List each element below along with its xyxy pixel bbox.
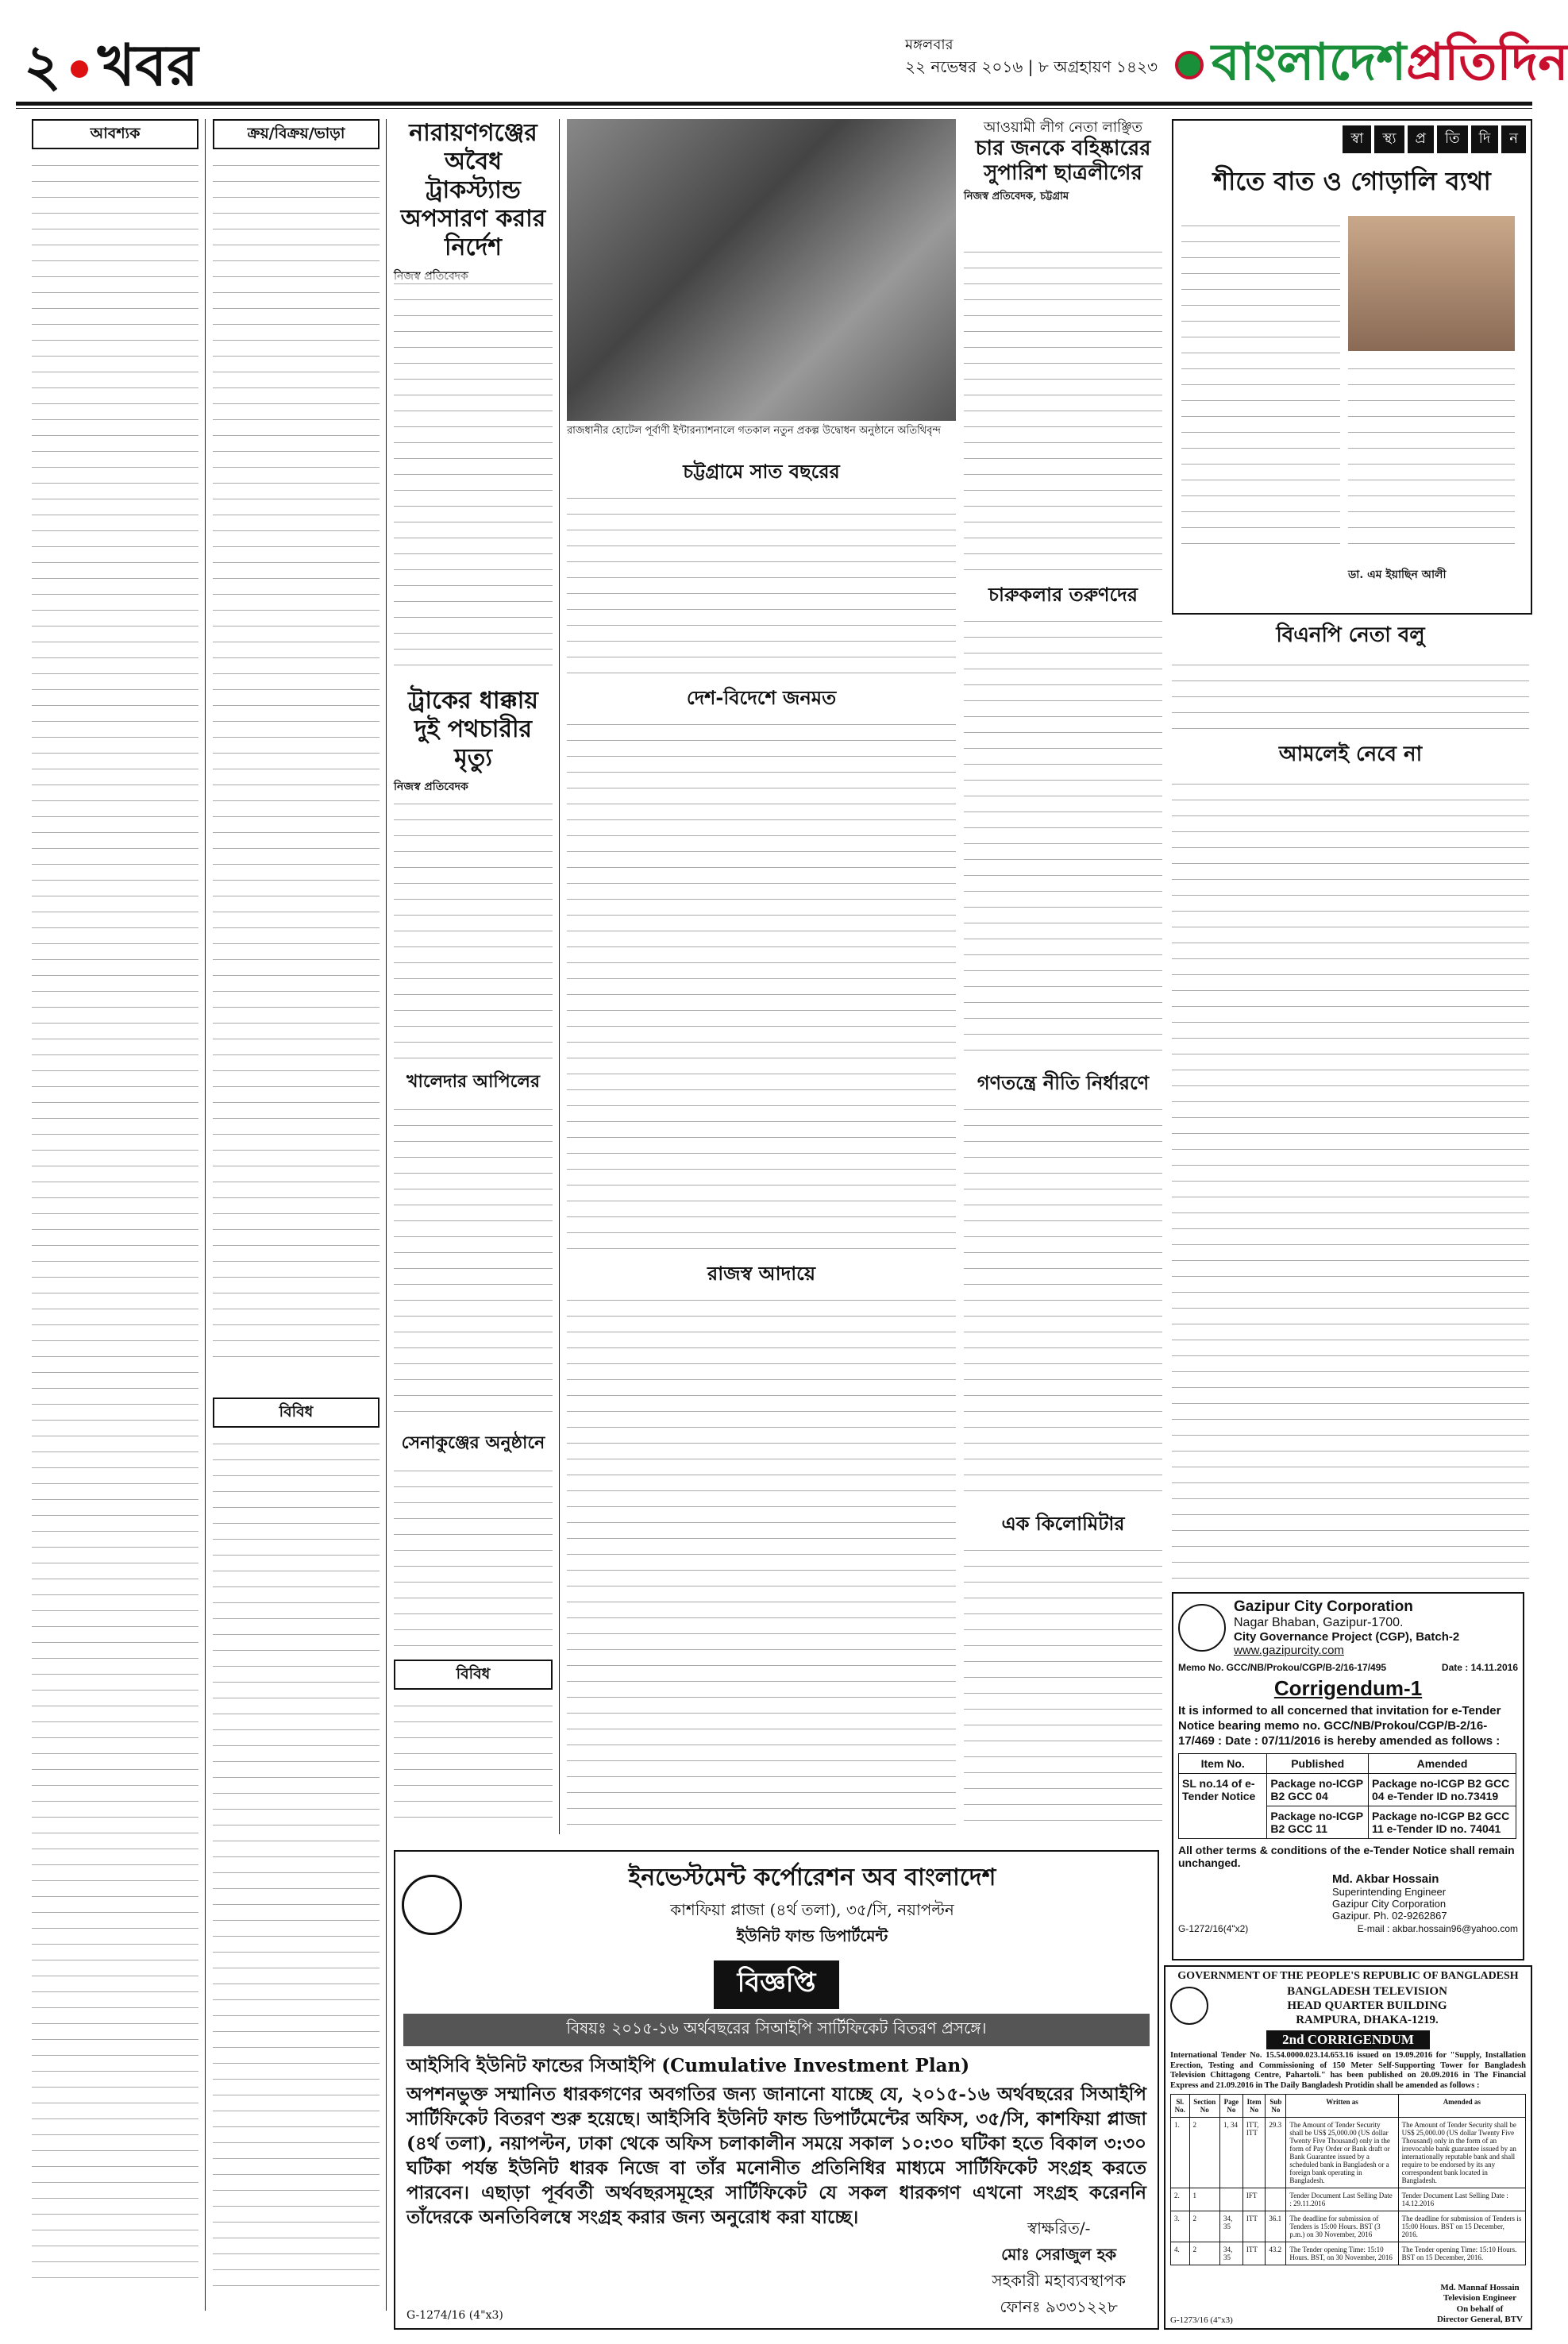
table-cell: 43.2	[1266, 2242, 1286, 2265]
logo-main: বাংলাদেশ	[1212, 33, 1407, 92]
icb-notice	[394, 1850, 1159, 2330]
header-rule-thin	[16, 108, 1532, 109]
table-header: Page No	[1219, 2095, 1242, 2118]
gazipur-address: Nagar Bhaban, Gazipur-1700.	[1234, 1616, 1404, 1629]
table-header: Sl. No.	[1171, 2095, 1190, 2118]
onekm-headline: এক কিলোমিটার	[1001, 1513, 1125, 1535]
icb-header	[395, 1852, 1158, 1957]
misc2-text-block	[394, 1696, 553, 1831]
classified-misc-column	[213, 1398, 379, 2311]
table-cell: Tender Document Last Selling Date : 14.12.2016	[1398, 2188, 1525, 2211]
table-header: Item No	[1242, 2095, 1265, 2118]
health-body-left	[1181, 216, 1340, 549]
amlei-body	[1172, 774, 1529, 1584]
gazipur-website[interactable]: www.gazipurcity.com	[1234, 1644, 1344, 1657]
charukala-headline: চারুকলার তরুণদের	[988, 584, 1138, 606]
column-divider	[205, 119, 206, 2311]
truck-death-body	[394, 794, 553, 1064]
health-headline: শীতে বাত ও গোড়ালি ব্যথা	[1213, 166, 1491, 196]
table-cell: Package no-ICGP B2 GCC 04 e-Tender ID no.73419	[1368, 1774, 1516, 1806]
truck-death-byline: নিজস্ব প্রতিবেদক	[394, 781, 468, 793]
table-cell: ITT	[1242, 2242, 1265, 2265]
table-cell: Package no-ICGP B2 GCC 11 e-Tender ID no. 74041	[1368, 1806, 1516, 1839]
btv-signer-title: Television Engineer	[1443, 2293, 1517, 2304]
deshe-body	[567, 715, 956, 1255]
misc2-column	[394, 1660, 553, 1842]
page-number-digit: ২	[24, 32, 61, 98]
table-cell: 36.1	[1266, 2211, 1286, 2242]
health-strip-char: দি	[1471, 125, 1499, 153]
table-header: Section No	[1189, 2095, 1219, 2118]
deshe-headline: দেশ-বিদেশে জনমত	[686, 687, 837, 709]
issue-date: ২২ নভেম্বর ২০১৬ | ৮ অগ্রহায়ণ ১৪২৩	[905, 57, 1158, 76]
ctg-body	[567, 488, 956, 679]
btv-title: 2nd CORRIGENDUM	[1266, 2030, 1430, 2049]
table-cell: Tender Document Last Selling Date : 29.11.2016	[1286, 2188, 1398, 2211]
gazipur-bottom	[1173, 1922, 1523, 1936]
gazipur-email[interactable]: E-mail : akbar.hossain96@yahoo.com	[1357, 1923, 1518, 1935]
gazipur-org: Gazipur City Corporation	[1234, 1598, 1413, 1615]
trade-heading: ক্রয়/বিক্রয়/ভাড়া	[213, 119, 379, 149]
classified-jobs-column	[32, 119, 198, 2311]
table-cell: 1	[1189, 2188, 1219, 2211]
revenue-body	[567, 1290, 956, 1830]
issue-day: মঙ্গলবার	[905, 37, 954, 53]
table-row	[1171, 2118, 1526, 2188]
khaleda-body	[394, 1100, 553, 1425]
table-cell: 2	[1189, 2242, 1219, 2265]
btv-notice	[1164, 1965, 1532, 2330]
truck-stand-article	[394, 119, 553, 270]
table-header: Published	[1267, 1754, 1369, 1774]
btv-header	[1165, 1983, 1531, 2029]
table-cell: 29.3	[1266, 2118, 1286, 2188]
table-cell: Package no-ICGP B2 GCC 11	[1267, 1806, 1369, 1839]
red-dot-icon	[71, 60, 88, 78]
table-cell: 2.	[1171, 2188, 1190, 2211]
news-photo	[567, 119, 956, 421]
btv-logo-icon	[1170, 1987, 1208, 2025]
icb-title-wrap	[395, 1960, 1158, 2009]
health-photo	[1348, 216, 1515, 351]
health-strip-char: তি	[1437, 125, 1468, 153]
revenue-headline: রাজস্ব আদায়ে	[707, 1263, 815, 1285]
gazipur-header	[1173, 1594, 1523, 1662]
table-cell: The deadline for submission of Tenders is 15:00 Hours. BST on 15 December, 2016.	[1398, 2211, 1525, 2242]
gazipur-body: It is informed to all concerned that invitation for e-Tender Notice bearing memo no. GCC/NB/Prokou/CGP/B-2/16-17/469 : Date : 07/11/2016 is hereby amended as follows :	[1178, 1704, 1501, 1748]
column-divider	[386, 119, 387, 2311]
icb-body: অপশনভুক্ত সম্মানিত ধারকগণের অবগতির জন্য জানানো যাচ্ছে যে, ২০১৫-১৬ অর্থবছরের সিআইপি সার্টিফিকেট বিতরণ শুরু হয়েছে। আইসিবি ইউনিট ফান্ড ডিপার্টমেন্টের অফিস, ৩৫/সি, কাশফিয়া প্লাজা (৪র্থ তলা), নয়াপল্টন, ঢাকা থেকে অফিস চলাকালীন সময়ে সকাল ১০:৩০ ঘটিকা হতে বিকাল ৩:৩০ ঘটিকা পর্যন্ত ইউনিট ধারক নিজে বা তাঁর মনোনীত প্রতিনিধির মাধ্যমে সার্টিফিকেট সংগ্রহ করতে পারবেন। এছাড়া পূর্ববর্তী অর্থবছরসমূহের সার্টিফিকেট যে সকল ধারকগণ এখনো সংগ্রহ করেননি তাঁদেরকে অনতিবিলম্বে সংগ্রহ করার জন্য অনুরোধ করা যাচ্ছে।	[406, 2084, 1146, 2229]
gazipur-signer-title: Gazipur. Ph. 02-9262867	[1332, 1910, 1447, 1922]
table-cell: 4.	[1171, 2242, 1190, 2265]
icb-subject: বিষয়ঃ ২০১৫-১৬ অর্থবছরের সিআইপি সার্টিফিকেট বিতরণ প্রসঙ্গে।	[403, 2014, 1150, 2046]
khaleda-headline: খালেদার আপিলের	[406, 1072, 540, 1092]
truck-stand-body	[394, 274, 553, 679]
gazipur-ref: G-1272/16(4"x2)	[1178, 1923, 1249, 1935]
health-strip-char: প্র	[1408, 125, 1434, 153]
table-cell: SL no.14 of e-Tender Notice	[1179, 1774, 1267, 1839]
btv-address: RAMPURA, DHAKA-1219.	[1296, 2014, 1439, 2026]
ctg-headline: চট্টগ্রামে সাত বছরের	[683, 461, 840, 483]
icb-sign-label: স্বাক্ষরিত/-	[1027, 2219, 1091, 2238]
table-cell: ITT, ITT	[1242, 2118, 1265, 2188]
democracy-body	[964, 1100, 1162, 1505]
btv-ref: G-1273/16 (4"x3)	[1170, 2315, 1233, 2325]
trade-text-block	[213, 156, 379, 1371]
classified-trade-column	[213, 119, 379, 1390]
awami-kicker: আওয়ামী লীগ নেতা লাঞ্ছিত	[983, 119, 1143, 136]
truck-death-headline: ট্রাকের ধাক্কায় দুই পথচারীর মৃত্যু	[408, 687, 538, 772]
table-cell: Package no-ICGP B2 GCC 04	[1267, 1774, 1369, 1806]
democracy-headline: গণতন্ত্রে নীতি নির্ধারণে	[977, 1072, 1150, 1094]
table-cell: The Amount of Tender Security shall be US$ 25,000.00 (US dollar Twenty Five Thousand) only in the form of Pay Order or Bank draft or Bank Guarantee issued by a scheduled bank in Bangladesh or a foreign bank operating in Bangladesh.	[1286, 2118, 1398, 2188]
gazipur-memo-date: Date : 14.11.2016	[1441, 1662, 1518, 1673]
table-header: Written as	[1286, 2095, 1398, 2118]
health-author: ডা. এম ইয়াছিন আলী	[1348, 569, 1447, 581]
table-row	[1179, 1754, 1516, 1774]
gazipur-memo-row	[1173, 1662, 1523, 1673]
table-cell: 1.	[1171, 2118, 1190, 2188]
health-strip-char: স্থ্য	[1374, 125, 1404, 153]
btv-signature	[1437, 2283, 1523, 2325]
health-box	[1172, 119, 1532, 615]
gazipur-signer: Md. Akbar Hossain	[1332, 1872, 1439, 1887]
gazipur-title: Corrigendum-1	[1273, 1676, 1423, 1700]
table-cell: The Amount of Tender Security shall be US$ 25,000.00 (US dollar Twenty Five Thousand) only in the form of an irrevocable bank guarantee issued by an internationally reputable bank and shall require to be endorsed by its any correspondent bank located in Bangladesh.	[1398, 2118, 1525, 2188]
btv-signer-title: On behalf of	[1456, 2304, 1504, 2314]
btv-body: International Tender No. 15.54.0000.023.14.653.16 issued on 19.09.2016 for "Supply, Installation Erection, Testing and Commissioning of 150 Meter Self-Supporting Tower for Bangladesh Television Chittagong Centre, Pahartoli." has been published on 20.09.2016 in The Financial Express and 21.09.2016 in The Daily Bangladesh Protidin shall be amended as follows :	[1170, 2051, 1526, 2090]
misc-text-block	[213, 1434, 379, 2292]
logo-circle-icon	[1175, 51, 1204, 79]
table-cell: 3.	[1171, 2211, 1190, 2242]
club-body	[394, 1461, 553, 1652]
table-cell: IFT	[1242, 2188, 1265, 2211]
icb-org: ইনভেস্টমেন্ট কর্পোরেশন অব বাংলাদেশ	[628, 1864, 996, 1891]
icb-signer-title: সহকারী মহাব্যবস্থাপক	[992, 2271, 1126, 2290]
table-cell: 34, 35	[1219, 2211, 1242, 2242]
table-cell	[1266, 2188, 1286, 2211]
table-cell: ITT	[1242, 2211, 1265, 2242]
gazipur-table	[1178, 1753, 1516, 1839]
btv-signer-title: Director General, BTV	[1436, 2314, 1523, 2324]
icb-signature	[992, 2217, 1126, 2322]
table-cell: 2	[1189, 2211, 1219, 2242]
icb-signer: মোঃ সেরাজুল হক	[1001, 2245, 1117, 2264]
icb-title: বিজ্ঞপ্তি	[714, 1960, 840, 2009]
gazipur-signer-title: Gazipur City Corporation	[1332, 1898, 1447, 1910]
btv-title-wrap	[1165, 2030, 1531, 2049]
awami-body	[964, 242, 1162, 576]
health-body-right	[1348, 359, 1515, 557]
table-row	[1171, 2188, 1526, 2211]
table-row	[1171, 2095, 1526, 2118]
gazipur-signature	[1173, 1869, 1523, 1922]
table-header: Amended as	[1398, 2095, 1525, 2118]
icb-dept: ইউনিট ফান্ড ডিপার্টমেন্ট	[736, 1926, 888, 1945]
logo-accent: প্রতিদিন	[1406, 33, 1568, 92]
table-cell: The Tender opening Time: 15:10 Hours. BST on 15 December, 2016.	[1398, 2242, 1525, 2265]
gazipur-project: City Governance Project (CGP), Batch-2	[1234, 1630, 1460, 1644]
gazipur-memo: Memo No. GCC/NB/Prokou/CGP/B-2/16-17/495	[1178, 1662, 1387, 1673]
table-cell: The deadline for submission of Tenders is 15:00 Hours. BST (3 p.m.) on 30 November, 2016	[1286, 2211, 1398, 2242]
table-row	[1179, 1774, 1516, 1806]
icb-address: কাশফিয়া প্লাজা (৪র্থ তলা), ৩৫/সি, নয়াপল্টন	[670, 1900, 954, 1919]
table-header: Sub No	[1266, 2095, 1286, 2118]
photo-caption: রাজধানীর হোটেল পূর্বাণী ইন্টারন্যাশনালে গতকাল নতুন প্রকল্প উদ্বোধন অনুষ্ঠানে অতিথিবৃন্দ	[567, 425, 941, 437]
gazipur-notice	[1172, 1592, 1524, 1960]
icb-ref: G-1274/16 (4"x3)	[406, 2309, 503, 2322]
icb-phone: ফোনঃ ৯৩৩১২২৮	[1000, 2297, 1118, 2316]
misc2-heading: বিবিধ	[394, 1660, 553, 1690]
club-headline: সেনাকুঞ্জের অনুষ্ঠানে	[401, 1433, 545, 1453]
btv-signer: Md. Mannaf Hossain	[1440, 2283, 1520, 2293]
btv-hq: HEAD QUARTER BUILDING	[1287, 1999, 1447, 2012]
table-row	[1171, 2242, 1526, 2265]
charukala-body	[964, 611, 1162, 1064]
awami-byline: নিজস্ব প্রতিবেদক, চট্টগ্রাম	[964, 190, 1069, 202]
masthead-logo	[1175, 24, 1568, 95]
table-cell: 34, 35	[1219, 2242, 1242, 2265]
gazipur-signer-title: Superintending Engineer	[1332, 1886, 1447, 1899]
header-rule	[16, 102, 1532, 106]
btv-table	[1170, 2094, 1526, 2265]
section-name: খবর	[97, 32, 198, 98]
gazipur-footer: All other terms & conditions of the e-Tender Notice shall remain unchanged.	[1178, 1844, 1515, 1870]
awami-article	[964, 119, 1162, 238]
bnp-headline: বিএনপি নেতা বলু	[1276, 623, 1425, 647]
health-strip	[1173, 121, 1531, 158]
gazipur-seal-icon	[1178, 1604, 1226, 1652]
btv-gov: GOVERNMENT OF THE PEOPLE'S REPUBLIC OF BANGLADESH	[1177, 1970, 1519, 1982]
table-cell: 2	[1189, 2118, 1219, 2188]
table-header: Amended	[1368, 1754, 1516, 1774]
misc-heading: বিবিধ	[213, 1398, 379, 1428]
classified-text-block	[32, 156, 198, 2292]
table-cell	[1219, 2188, 1242, 2211]
jobs-heading: আবশ্যক	[32, 119, 198, 149]
column-divider	[559, 119, 560, 1834]
table-row	[1171, 2211, 1526, 2242]
amlei-headline: আমলেই নেবে না	[1278, 742, 1423, 766]
onekm-body	[964, 1540, 1162, 1834]
bnp-body	[1172, 655, 1529, 734]
truck-stand-headline: নারায়ণগঞ্জের অবৈধ ট্রাকস্ট্যান্ড অপসারণ করার নির্দেশ	[400, 119, 546, 261]
btv-org: BANGLADESH TELEVISION	[1287, 1985, 1447, 1998]
table-header: Item No.	[1179, 1754, 1267, 1774]
icb-logo-icon	[402, 1875, 462, 1935]
awami-headline: চার জনকে বহিষ্কারের সুপারিশ ছাত্রলীগের	[975, 136, 1151, 185]
icb-plan: আইসিবি ইউনিট ফান্ডের সিআইপি (Cumulative Investment Plan)	[406, 2055, 970, 2076]
table-cell: 1, 34	[1219, 2118, 1242, 2188]
truck-death-article	[394, 687, 553, 793]
table-cell: The Tender opening Time: 15:10 Hours. BST, on 30 November, 2016	[1286, 2242, 1398, 2265]
health-strip-char: ন	[1501, 125, 1526, 153]
health-strip-char: স্বা	[1343, 125, 1371, 153]
